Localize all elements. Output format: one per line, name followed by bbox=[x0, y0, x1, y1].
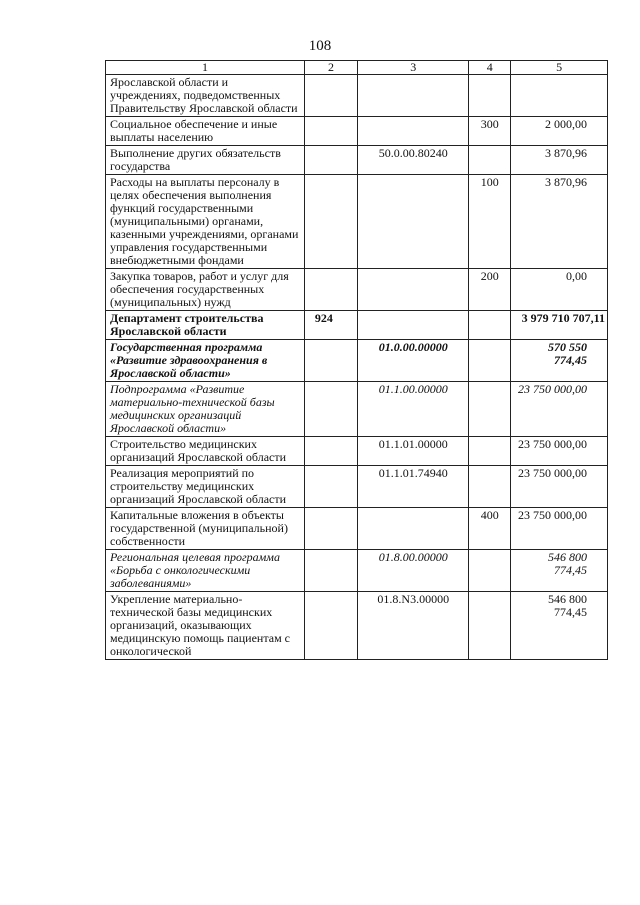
row-amount-cell: 23 750 000,00 bbox=[511, 466, 608, 508]
row-amount-cell: 546 800 774,45 bbox=[511, 592, 608, 660]
table-row bbox=[106, 340, 608, 382]
table-row bbox=[106, 437, 608, 466]
row-target-cell bbox=[358, 269, 469, 311]
table-row bbox=[106, 550, 608, 592]
row-name-cell: Выполнение других обязательств государства bbox=[106, 146, 305, 175]
row-target-cell: 01.8.N3.00000 bbox=[358, 592, 469, 660]
row-amount-cell: 3 870,96 bbox=[511, 146, 608, 175]
row-code-cell bbox=[304, 269, 357, 311]
table-row bbox=[106, 175, 608, 269]
row-amount-cell: 23 750 000,00 bbox=[511, 437, 608, 466]
row-name-cell: Реализация мероприятий по строительству медицинских организаций Ярославской области bbox=[106, 466, 305, 508]
row-amount-cell: 0,00 bbox=[511, 269, 608, 311]
row-name-cell: Департамент строительства Ярославской области bbox=[106, 311, 305, 340]
page-number: 108 bbox=[308, 38, 332, 54]
row-vr-cell bbox=[469, 75, 511, 117]
header-row bbox=[106, 61, 608, 75]
row-amount-cell: 23 750 000,00 bbox=[511, 508, 608, 550]
row-name-cell: Подпрограмма «Развитие материально-технической базы медицинских организаций Ярославской области» bbox=[106, 382, 305, 437]
row-amount-cell: 3 870,96 bbox=[511, 175, 608, 269]
row-vr-cell: 100 bbox=[469, 175, 511, 269]
table-row bbox=[106, 592, 608, 660]
row-vr-cell: 400 bbox=[469, 508, 511, 550]
row-name-cell: Ярославской области и учреждениях, подведомственных Правительству Ярославской области bbox=[106, 75, 305, 117]
row-code-cell bbox=[304, 117, 357, 146]
row-vr-cell bbox=[469, 340, 511, 382]
table-row bbox=[106, 117, 608, 146]
row-amount-cell: 3 979 710 707,11 bbox=[511, 311, 608, 340]
row-name-cell: Закупка товаров, работ и услуг для обеспечения государственных (муниципальных) нужд bbox=[106, 269, 305, 311]
table-row bbox=[106, 311, 608, 340]
table-row bbox=[106, 146, 608, 175]
row-code-cell bbox=[304, 466, 357, 508]
row-code-cell bbox=[304, 340, 357, 382]
row-vr-cell bbox=[469, 550, 511, 592]
row-code-cell bbox=[304, 592, 357, 660]
row-target-cell: 01.1.01.74940 bbox=[358, 466, 469, 508]
row-amount-cell: 23 750 000,00 bbox=[511, 382, 608, 437]
table-row bbox=[106, 508, 608, 550]
row-name-cell: Расходы на выплаты персоналу в целях обеспечения выполнения функций государственными (муниципальными) органами, казенными учреждениями, органами управления государственными внебюджетными фондами bbox=[106, 175, 305, 269]
row-vr-cell bbox=[469, 311, 511, 340]
row-code-cell bbox=[304, 175, 357, 269]
row-target-cell: 01.1.01.00000 bbox=[358, 437, 469, 466]
row-vr-cell: 200 bbox=[469, 269, 511, 311]
row-vr-cell bbox=[469, 437, 511, 466]
row-target-cell bbox=[358, 311, 469, 340]
row-code-cell bbox=[304, 75, 357, 117]
row-target-cell: 01.0.00.00000 bbox=[358, 340, 469, 382]
row-target-cell bbox=[358, 175, 469, 269]
budget-table bbox=[105, 60, 608, 660]
row-code-cell bbox=[304, 437, 357, 466]
row-target-cell: 01.1.00.00000 bbox=[358, 382, 469, 437]
row-vr-cell bbox=[469, 592, 511, 660]
row-code-cell bbox=[304, 146, 357, 175]
row-amount-cell: 546 800 774,45 bbox=[511, 550, 608, 592]
row-name-cell: Капитальные вложения в объекты государственной (муниципальной) собственности bbox=[106, 508, 305, 550]
row-target-cell bbox=[358, 508, 469, 550]
row-amount-cell: 2 000,00 bbox=[511, 117, 608, 146]
row-amount-cell bbox=[511, 75, 608, 117]
row-vr-cell bbox=[469, 466, 511, 508]
row-target-cell: 50.0.00.80240 bbox=[358, 146, 469, 175]
table-row bbox=[106, 382, 608, 437]
table-row bbox=[106, 269, 608, 311]
column-header-2: 2 bbox=[304, 61, 357, 75]
row-target-cell bbox=[358, 117, 469, 146]
column-header-1: 1 bbox=[106, 61, 305, 75]
row-target-cell bbox=[358, 75, 469, 117]
row-name-cell: Укрепление материально-технической базы медицинских организаций, оказывающих медицинскую помощь пациентам с онкологической bbox=[106, 592, 305, 660]
row-code-cell: 924 bbox=[304, 311, 357, 340]
row-target-cell: 01.8.00.00000 bbox=[358, 550, 469, 592]
row-vr-cell bbox=[469, 146, 511, 175]
row-code-cell bbox=[304, 508, 357, 550]
row-name-cell: Социальное обеспечение и иные выплаты населению bbox=[106, 117, 305, 146]
row-name-cell: Государственная программа «Развитие здравоохранения в Ярославской области» bbox=[106, 340, 305, 382]
row-code-cell bbox=[304, 382, 357, 437]
row-name-cell: Региональная целевая программа «Борьба с онкологическими заболеваниями» bbox=[106, 550, 305, 592]
table-row bbox=[106, 75, 608, 117]
column-header-5: 5 bbox=[511, 61, 608, 75]
row-vr-cell bbox=[469, 382, 511, 437]
table-row bbox=[106, 466, 608, 508]
row-amount-cell: 570 550 774,45 bbox=[511, 340, 608, 382]
column-header-3: 3 bbox=[358, 61, 469, 75]
column-header-4: 4 bbox=[469, 61, 511, 75]
row-code-cell bbox=[304, 550, 357, 592]
row-name-cell: Строительство медицинских организаций Ярославской области bbox=[106, 437, 305, 466]
row-vr-cell: 300 bbox=[469, 117, 511, 146]
